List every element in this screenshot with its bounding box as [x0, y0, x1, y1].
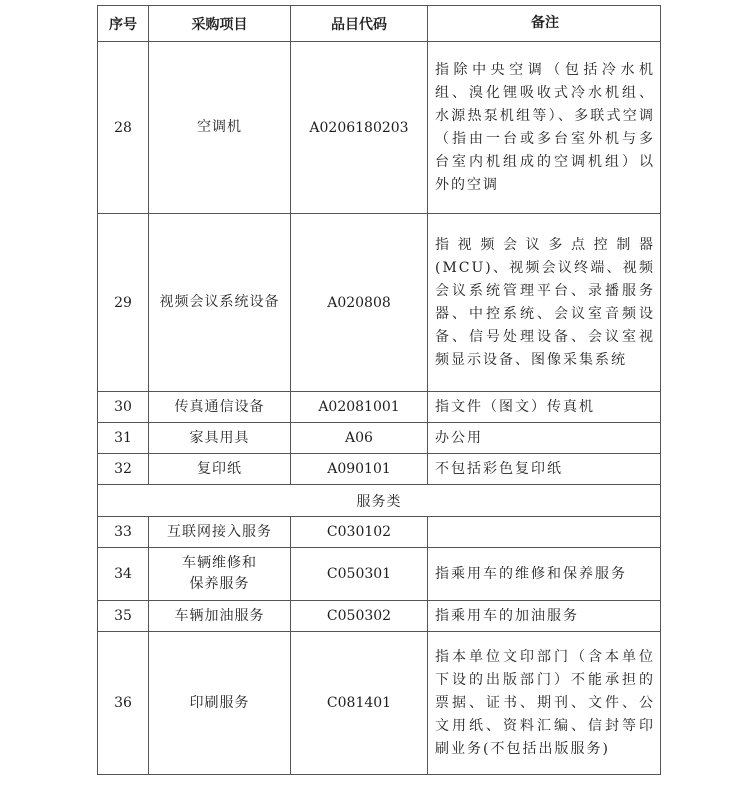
- table-row: [98, 517, 661, 548]
- row-item: [149, 42, 291, 214]
- row-seq: 32: [98, 454, 149, 485]
- row-note: 指视频会议多点控制器(MCU)、视频会议终端、视频会议系统管理平台、录播服务器、中控系统、会议室音频设备、信号处理设备、会议室视频显示设备、图像采集系统: [428, 214, 661, 392]
- table-row: [98, 392, 661, 423]
- header-item: 采购项目: [149, 6, 291, 42]
- table-row: [98, 214, 661, 392]
- row-item: [149, 423, 291, 454]
- row-note: [428, 517, 661, 548]
- row-code: C050302: [291, 601, 428, 632]
- table-row: [98, 548, 661, 601]
- procurement-table: [97, 5, 661, 775]
- row-seq: 31: [98, 423, 149, 454]
- row-item-text: 空调机: [197, 119, 242, 135]
- row-item: [149, 517, 291, 548]
- category-row: [98, 485, 661, 517]
- row-note: 不包括彩色复印纸: [428, 454, 661, 485]
- row-code: A0206180203: [291, 42, 428, 214]
- row-note: 指除中央空调（包括冷水机组、溴化锂吸收式冷水机组、水源热泵机组等）、多联式空调（指由一台或多台室外机与多台室内机组成的空调机组）以外的空调: [428, 42, 661, 214]
- row-note: 指文件（图文）传真机: [428, 392, 661, 423]
- table-row: [98, 601, 661, 632]
- row-code: A090101: [291, 454, 428, 485]
- row-seq: 30: [98, 392, 149, 423]
- table-row: [98, 42, 661, 214]
- row-item-text: 传真通信设备: [174, 398, 265, 415]
- row-code: C081401: [291, 632, 428, 775]
- header-seq: 序号: [98, 6, 149, 42]
- header-note: 备注: [428, 6, 661, 42]
- row-seq: 36: [98, 632, 149, 775]
- row-item: [149, 454, 291, 485]
- row-item-text: 保养服务: [189, 576, 250, 592]
- table-row: [98, 423, 661, 454]
- row-item-text: 家具用具: [189, 429, 250, 446]
- row-seq: 33: [98, 517, 149, 548]
- category-label: 服务类: [98, 485, 661, 517]
- row-code: C050301: [291, 548, 428, 601]
- row-item-text: 印刷服务: [189, 694, 250, 711]
- row-seq: 28: [98, 42, 149, 214]
- row-item-text: 复印纸: [197, 460, 242, 477]
- row-note: 指乘用车的加油服务: [428, 601, 661, 632]
- row-seq: 34: [98, 548, 149, 601]
- row-item: [149, 392, 291, 423]
- row-note: 指乘用车的维修和保养服务: [428, 548, 661, 601]
- row-item: [149, 548, 291, 601]
- row-item-text: 互联网接入服务: [167, 523, 272, 540]
- row-seq: 29: [98, 214, 149, 392]
- row-item: [149, 601, 291, 632]
- row-code: C030102: [291, 517, 428, 548]
- row-item-text: 车辆维修和: [182, 555, 257, 571]
- row-code: A02081001: [291, 392, 428, 423]
- row-item-text: 视频会议系统设备: [159, 294, 280, 310]
- row-note: 办公用: [428, 423, 661, 454]
- row-code: A020808: [291, 214, 428, 392]
- row-item-text: 车辆加油服务: [174, 607, 265, 624]
- table-row: [98, 632, 661, 775]
- row-item: [149, 632, 291, 775]
- row-code: A06: [291, 423, 428, 454]
- header-row: [98, 6, 661, 42]
- row-note: 指本单位文印部门（含本单位下设的出版部门）不能承担的票据、证书、期刊、文件、公文用纸、资料汇编、信封等印刷业务(不包括出版服务): [428, 632, 661, 775]
- row-seq: 35: [98, 601, 149, 632]
- header-code: 品目代码: [291, 6, 428, 42]
- table-row: [98, 454, 661, 485]
- row-item: [149, 214, 291, 392]
